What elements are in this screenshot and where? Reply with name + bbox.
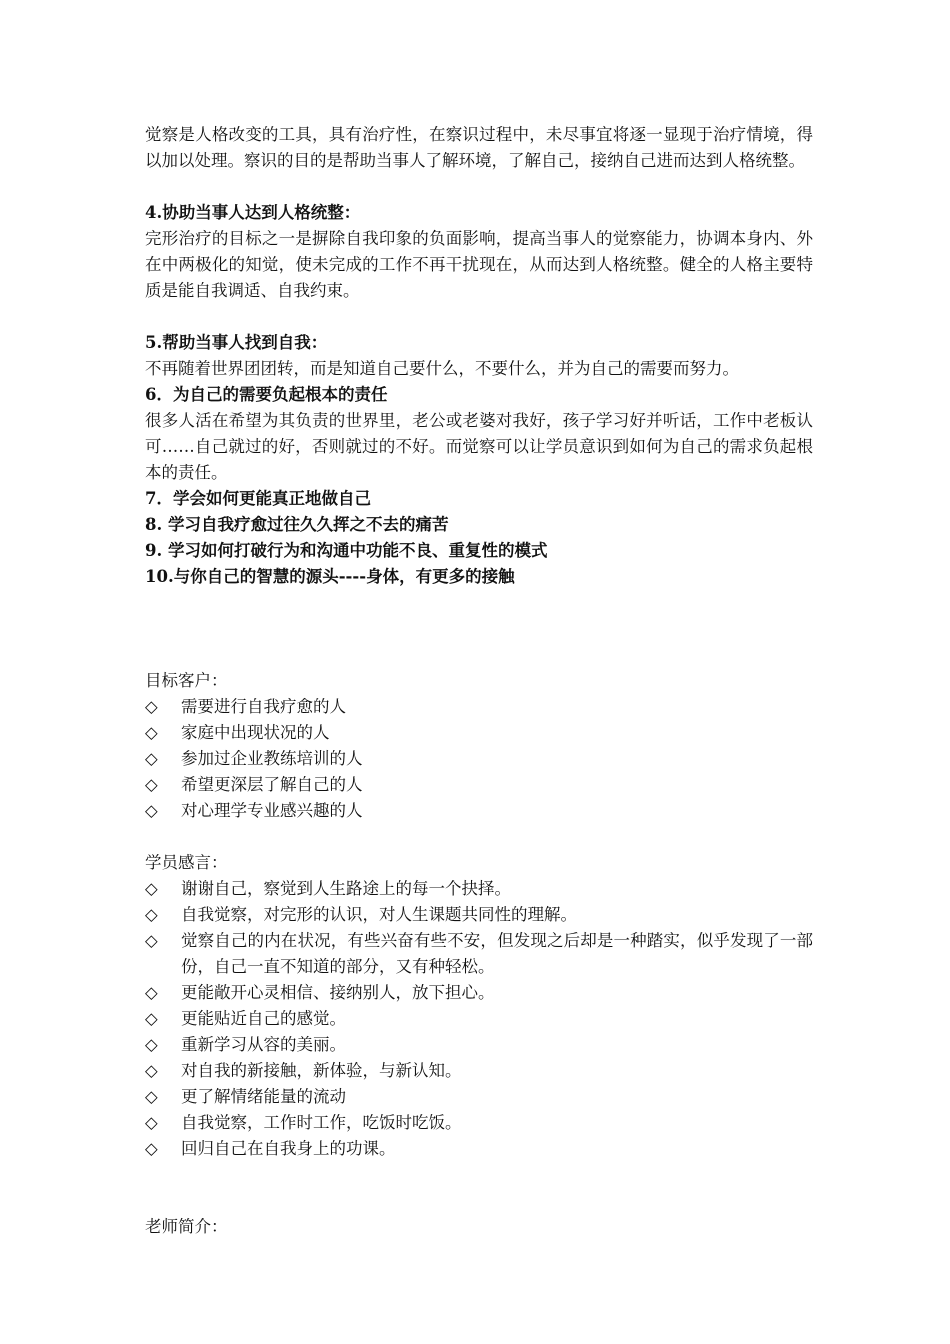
diamond-bullet-icon: ◇ bbox=[145, 1009, 158, 1028]
diamond-bullet-icon: ◇ bbox=[145, 1113, 158, 1132]
target-heading: 目标客户： bbox=[145, 671, 228, 690]
item-7: 7．学会如何更能真正地做自己 bbox=[145, 489, 371, 508]
diamond-bullet-icon: ◇ bbox=[145, 1035, 158, 1054]
diamond-bullet-icon: ◇ bbox=[145, 879, 158, 898]
section-4-body: 完形治疗的目标之一是摒除自我印象的负面影响，提高当事人的觉察能力，协调本身内、外在中两极化的知觉，使未完成的工作不再干扰现在，从而达到人格统整。健全的人格主要特质是能自我调适、自我约束。 bbox=[145, 229, 813, 300]
list-item: ◇ 对心理学专业感兴趣的人 bbox=[145, 798, 813, 824]
teacher-heading: 老师简介： bbox=[145, 1217, 228, 1236]
list-item: ◇ 觉察自己的内在状况，有些兴奋有些不安，但发现之后却是一种踏实，似乎发现了一部份，自己一直不知道的部分，又有种轻松。 bbox=[145, 928, 813, 980]
list-item: ◇ 自我觉察，工作时工作，吃饭时吃饭。 bbox=[145, 1110, 813, 1136]
intro-paragraph: 觉察是人格改变的工具，具有治疗性，在察识过程中，未尽事宜将逐一显现于治疗情境，得以加以处理。察识的目的是帮助当事人了解环境，了解自己，接纳自己进而达到人格统整。 bbox=[145, 125, 813, 170]
feedback-list bbox=[145, 876, 813, 1162]
diamond-bullet-icon: ◇ bbox=[145, 775, 158, 794]
item-10: 10.与你自己的智慧的源头----身体，有更多的接触 bbox=[145, 567, 515, 586]
diamond-bullet-icon: ◇ bbox=[145, 1061, 158, 1080]
document-page bbox=[145, 122, 813, 1240]
diamond-bullet-icon: ◇ bbox=[145, 723, 158, 742]
target-list bbox=[145, 694, 813, 824]
item-9: 9. 学习如何打破行为和沟通中功能不良、重复性的模式 bbox=[145, 541, 548, 560]
diamond-bullet-icon: ◇ bbox=[145, 931, 158, 950]
diamond-bullet-icon: ◇ bbox=[145, 749, 158, 768]
feedback-heading: 学员感言： bbox=[145, 853, 228, 872]
item-8: 8. 学习自我疗愈过往久久挥之不去的痛苦 bbox=[145, 515, 449, 534]
diamond-bullet-icon: ◇ bbox=[145, 983, 158, 1002]
list-item: ◇ 自我觉察，对完形的认识，对人生课题共同性的理解。 bbox=[145, 902, 813, 928]
list-item: ◇ 希望更深层了解自己的人 bbox=[145, 772, 813, 798]
list-item: ◇ 家庭中出现状况的人 bbox=[145, 720, 813, 746]
diamond-bullet-icon: ◇ bbox=[145, 801, 158, 820]
list-item: ◇ 对自我的新接触，新体验，与新认知。 bbox=[145, 1058, 813, 1084]
section-5-body: 不再随着世界团团转，而是知道自己要什么，不要什么，并为自己的需要而努力。 bbox=[145, 359, 739, 378]
list-item: ◇ 重新学习从容的美丽。 bbox=[145, 1032, 813, 1058]
list-item: ◇ 更了解情绪能量的流动 bbox=[145, 1084, 813, 1110]
list-item: ◇ 需要进行自我疗愈的人 bbox=[145, 694, 813, 720]
list-item: ◇ 谢谢自己，察觉到人生路途上的每一个抉择。 bbox=[145, 876, 813, 902]
list-item: ◇ 更能敞开心灵相信、接纳别人，放下担心。 bbox=[145, 980, 813, 1006]
diamond-bullet-icon: ◇ bbox=[145, 905, 158, 924]
diamond-bullet-icon: ◇ bbox=[145, 1087, 158, 1106]
diamond-bullet-icon: ◇ bbox=[145, 697, 158, 716]
section-4-heading: 4.协助当事人达到人格统整： bbox=[145, 203, 361, 222]
list-item: ◇ 参加过企业教练培训的人 bbox=[145, 746, 813, 772]
section-6-body: 很多人活在希望为其负责的世界里，老公或老婆对我好，孩子学习好并听话，工作中老板认可……自己就过的好，否则就过的不好。而觉察可以让学员意识到如何为自己的需求负起根本的责任。 bbox=[145, 411, 813, 482]
diamond-bullet-icon: ◇ bbox=[145, 1139, 158, 1158]
section-5-heading: 5.帮助当事人找到自我： bbox=[145, 333, 328, 352]
list-item: ◇ 更能贴近自己的感觉。 bbox=[145, 1006, 813, 1032]
section-6-heading: 6．为自己的需要负起根本的责任 bbox=[145, 385, 388, 404]
list-item: ◇ 回归自己在自我身上的功课。 bbox=[145, 1136, 813, 1162]
